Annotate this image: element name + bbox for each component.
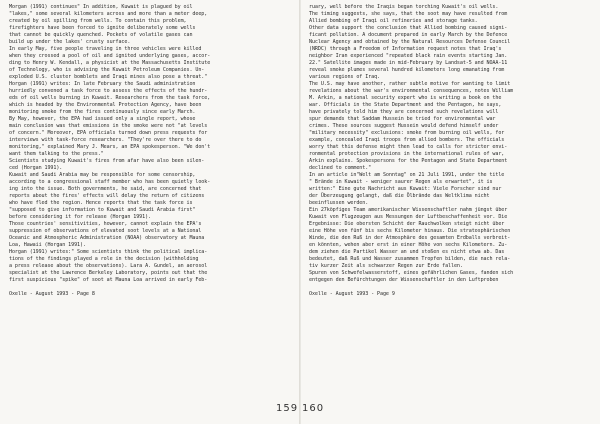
text-line: Kuwait and Saudi Arabia may be responsible for some censorship, bbox=[9, 172, 196, 178]
text-line: Scientists studying Kuwait's fires from afar have also been silen- bbox=[9, 158, 205, 164]
text-line: Winde, die den Ruß in der Atmosphäre des gesamten Erdballs verbreit- bbox=[309, 235, 511, 241]
text-line: Ergebnisse: Die obersten Schicht der Rauchwolken steigt nicht über bbox=[309, 221, 505, 227]
text-line: bedeutet, daß Ruß und Wasser zusammen Tropfen bilden, die nach rela- bbox=[309, 256, 511, 262]
text-line: interviews with task-force researchers. "They're over there to do bbox=[9, 137, 202, 143]
text-line: ing into the issue. Both governments, he said, are concerned that bbox=[9, 186, 202, 192]
text-line: spur demands that Saddam Hussein be tried for environmental war bbox=[309, 116, 496, 122]
text-line: written:" Eine gute Nachricht aus Kuwait: Viele Forscher sind nur bbox=[309, 186, 502, 192]
text-line: ruary, well before the Iraqis began torching Kuwait's oil wells. bbox=[309, 4, 499, 10]
text-line: when they crossed a pool of oil and ignited underlying gases, accor- bbox=[9, 53, 211, 59]
text-line: en könnten, wehen aber erst in einer Höhe von sechs Kilometern. Zu- bbox=[309, 242, 508, 248]
text-line: that cannot be quickly quenched. Pockets of volatile gases can bbox=[9, 32, 193, 38]
text-line: der Überzeugung gelangt, daß die Ölbrände das Weltklima nicht bbox=[309, 193, 490, 199]
right-page bbox=[309, 4, 593, 420]
text-line: "supposed to give information to Kuwait and Saudi Arabia first" bbox=[9, 207, 196, 213]
left-page-folio: 159 bbox=[276, 403, 299, 414]
text-line: " Brände in Kuwait - weniger saurer Regen als erwartet", it is bbox=[309, 179, 493, 185]
text-line: ficant pollution. A document prepared in early March by the Defence bbox=[309, 32, 508, 38]
text-line: Horgan (1991) writes: In late February the Saudi administration bbox=[9, 81, 196, 87]
text-line: eine Höhe von fünf bis sechs Kilometer hinaus. Die stratosphärischen bbox=[309, 228, 511, 234]
text-line: build up under the lakes' crusty surface. bbox=[9, 39, 131, 45]
text-line: worry that this defense might then lead to calls for stricter envi- bbox=[309, 144, 508, 150]
text-line: eds of oil wells burning in Kuwait. Researchers from the task force, bbox=[9, 95, 211, 101]
text-line: various regions of Iraq. bbox=[309, 74, 381, 80]
page-gutter bbox=[299, 0, 301, 424]
text-line: Horgan (1991) writes:" Some scientists think the political implica- bbox=[9, 249, 208, 255]
text-line: declined to comment." bbox=[309, 165, 372, 171]
text-line: beeinflussen werden. bbox=[309, 200, 369, 206]
text-line: Morgan (1991) continues" In addition, Kuwait is plagued by oil bbox=[9, 4, 193, 10]
text-line: M. Arkin, a national security expert who is writing a book on the bbox=[309, 95, 502, 101]
text-line: first suspicious "spike" of soot at Mauna Loa arrived in early Feb- bbox=[9, 277, 208, 283]
text-line: Allied bombing of Iraqi oil refineries and storage tanks. bbox=[309, 18, 478, 24]
left-page bbox=[9, 4, 293, 420]
text-line: reveal smoke plumes several hundred kilometers long emanating from bbox=[309, 67, 505, 73]
text-line: dem ziehen die Partikel Wasser an und stoßen es nicht etwa ab. Das bbox=[309, 249, 505, 255]
text-line: The U.S. may have another, rather subtle motive for wanting to limit bbox=[309, 81, 511, 87]
text-line bbox=[309, 284, 593, 291]
text-line: of Technology, who is advising the Kuwait Petroleum Companies. Un- bbox=[9, 67, 205, 73]
text-line: Oceanic and Atmospheric Administration (NOAA) observatory at Mauna bbox=[9, 235, 205, 241]
text-line: war. Officials in the State Department and the Pentagon, he says, bbox=[309, 102, 502, 108]
text-line: monitoring," explained Mary J. Mears, an EPA spokesperson. "We don't bbox=[9, 144, 211, 150]
text-line: hurriedly convened a task force to assess the effects of the hundr- bbox=[9, 88, 208, 94]
text-line: Spuren von Schwefelwasserstoff, eines gefährlichen Gases, fanden sich bbox=[309, 270, 514, 276]
text-line: want them talking to the press." bbox=[9, 151, 104, 157]
text-line: have privately told him they are concerned such revelations will bbox=[309, 109, 499, 115]
text-line: Kuwait von Flugzeugen aus Messungen der Luftbeschaffenheit vor. Die bbox=[309, 214, 508, 220]
text-line bbox=[9, 284, 293, 291]
text-line: (NRDC) through a Freedom of Information request notes that Iraq's bbox=[309, 46, 502, 52]
text-line: 22." Satellite images made in mid-February by Landsat-5 and NOAA-11 bbox=[309, 60, 508, 66]
text-line: a press release about the observations). Lara A. Gundel, an aerosol bbox=[9, 263, 208, 269]
text-line: In early May, five people traveling in three vehicles were killed bbox=[9, 46, 202, 52]
text-line: Arkin explains. Spokespersons for the Pentagon and State Department bbox=[309, 158, 508, 164]
text-line: before considering it for release (Horgan 1991). bbox=[9, 214, 152, 220]
text-line: Oxelle - August 1993 - Page 9 bbox=[309, 291, 395, 297]
text-line: Loa, Hawaii (Horgan 1991). bbox=[9, 242, 86, 248]
text-line: exploded U.S. cluster bomblets and Iraqi mines also pose a threat." bbox=[9, 74, 208, 80]
text-line: which is headed by the Environmental Protection Agency, have been bbox=[9, 102, 202, 108]
text-line: suppression of observations of elevated soot levels at a National bbox=[9, 228, 202, 234]
text-line: Oxelle - August 1993 - Page 8 bbox=[9, 291, 95, 297]
text-line: who have fled the region. Hence reports that the task force is bbox=[9, 200, 193, 206]
text-line: ced (Horgan 1991). bbox=[9, 165, 63, 171]
text-line: Other data support the conclusion that Allied bombing caused signi- bbox=[309, 25, 508, 31]
text-line: created by oil spilling from wells. To contain this problem, bbox=[9, 18, 187, 24]
right-page-folio: 160 bbox=[302, 403, 325, 414]
text-line: specialist at the Lawrence Berkeley Laboratory, points out that the bbox=[9, 270, 208, 276]
text-line: main conclusion was that emissions in the smoke were not "at levels bbox=[9, 123, 208, 129]
text-line: Nuclear Agency and obtained by the Natural Resources Defense Council bbox=[309, 39, 511, 45]
text-line: By May, however, the EPA had issued only a single report, whose bbox=[9, 116, 196, 122]
text-line: The timing suggests, she says, that the soot may have resulted from bbox=[309, 11, 508, 17]
text-line: reports about the fires' effects will delay the return of citizens bbox=[9, 193, 205, 199]
text-line: tions of the findings played a role in the decision (withholding bbox=[9, 256, 199, 262]
text-line: example, concealed Iraqi troops from allied bombers. The officials bbox=[309, 137, 505, 143]
text-line: of concern." Moreover, EPA officials turned down press requests for bbox=[9, 130, 208, 136]
text-line: neighbor Iran experienced "repeated black rain events starting Jan. bbox=[309, 53, 508, 59]
text-line: according to a congressional staff member who has been quietly look- bbox=[9, 179, 211, 185]
text-line: revelations about the war's environmental consequences, notes William bbox=[309, 88, 514, 94]
text-line: monitoring smoke from the fires continuously since early March. bbox=[9, 109, 196, 115]
text-line: "military necessity" exclusions: smoke from burning oil wells, for bbox=[309, 130, 505, 136]
text-line: crimes. These sources suggest Hussein would defend himself under bbox=[309, 123, 499, 129]
text-line: Ein 27köpfiges Team amerikanischer Wissenschaftler nahm jüngst über bbox=[309, 207, 508, 213]
text-line: tiv kurzer Zeit als schwarzer Regen zur Erde fallen. bbox=[309, 263, 463, 269]
text-line: Those countries' sensitivities, however, cannot explain the EPA's bbox=[9, 221, 202, 227]
text-line: ronmental protection provisions in the international rules of war, bbox=[309, 151, 505, 157]
text-line: firefighters have been forced to ignite deliberately some wells bbox=[9, 25, 196, 31]
text-line: "lakes," some several kilometers across and more than a meter deep, bbox=[9, 11, 208, 17]
text-line: entgegen den Befürchtungen der Wissenschaftler in den Luftproben bbox=[309, 277, 499, 283]
text-line: ding to Henry W. Kendall, a physicist at the Massachusetts Institute bbox=[9, 60, 211, 66]
text-line: In an article in"Welt am Sonntag" on 21 Juli 1991, under the title bbox=[309, 172, 505, 178]
